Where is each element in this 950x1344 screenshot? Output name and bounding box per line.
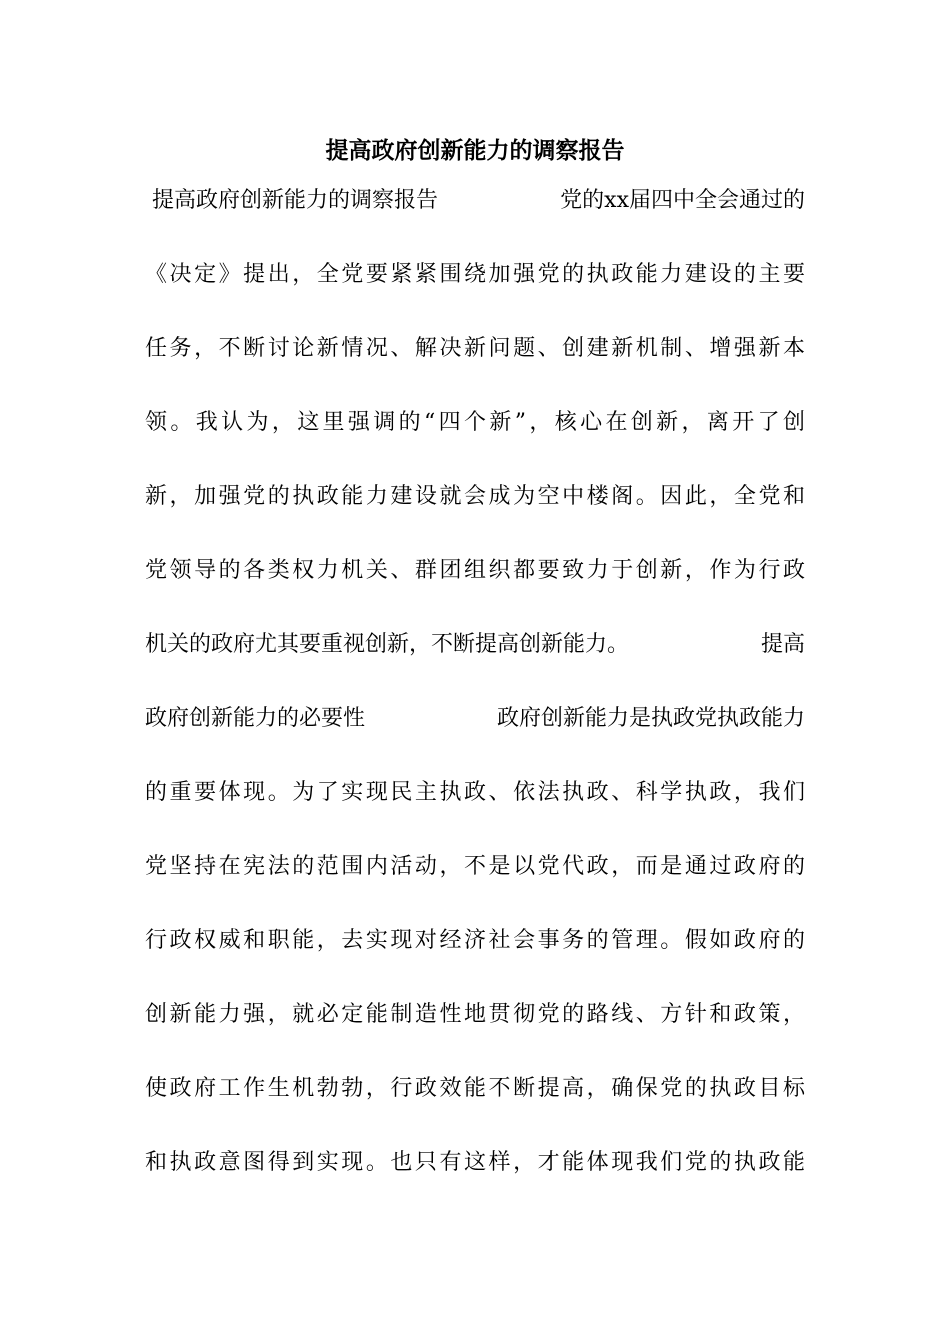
body-line-4: 领。我认为，这里强调的“四个新”，核心在创新，离开了创 [145,410,805,435]
body-line-6: 党领导的各类权力机关、群团组织都要致力于创新，作为行政 [145,558,805,583]
document-title: 提高政府创新能力的调察报告 [325,138,625,164]
body-line-7 [145,627,805,701]
body-line-8 [145,701,805,775]
body-line-8-left: 政府创新能力的必要性 [145,706,366,731]
body-line-1-left: 提高政府创新能力的调察报告 [145,188,438,213]
body-line-2: 《决定》提出，全党要紧紧围绕加强党的执政能力建设的主要 [145,262,805,287]
body-line-3: 任务，不断讨论新情况、解决新问题、创建新机制、增强新本 [145,336,805,361]
body-line-11: 行政权威和职能，去实现对经济社会事务的管理。假如政府的 [145,928,805,953]
body-line-13: 使政府工作生机勃勃，行政效能不断提高，确保党的执政目标 [145,1076,805,1101]
body-line-7-right: 提高 [760,632,805,657]
body-line-10: 党坚持在宪法的范围内活动，不是以党代政，而是通过政府的 [145,854,805,879]
body-line-5: 新，加强党的执政能力建设就会成为空中楼阁。因此，全党和 [145,484,805,509]
body-line-8-right: 政府创新能力是执政党执政能力 [496,706,805,731]
body-line-1 [145,183,805,257]
body-line-9: 的重要体现。为了实现民主执政、依法执政、科学执政，我们 [145,780,805,805]
body-line-14: 和执政意图得到实现。也只有这样，才能体现我们党的执政能 [145,1150,805,1175]
body-line-7-left: 机关的政府尤其要重视创新，不断提高创新能力。 [145,632,630,657]
body-line-1-right: 党的xx届四中全会通过的 [560,188,805,213]
document-body [145,183,805,1219]
body-line-12: 创新能力强，就必定能制造性地贯彻党的路线、方针和政策， [145,1002,805,1027]
